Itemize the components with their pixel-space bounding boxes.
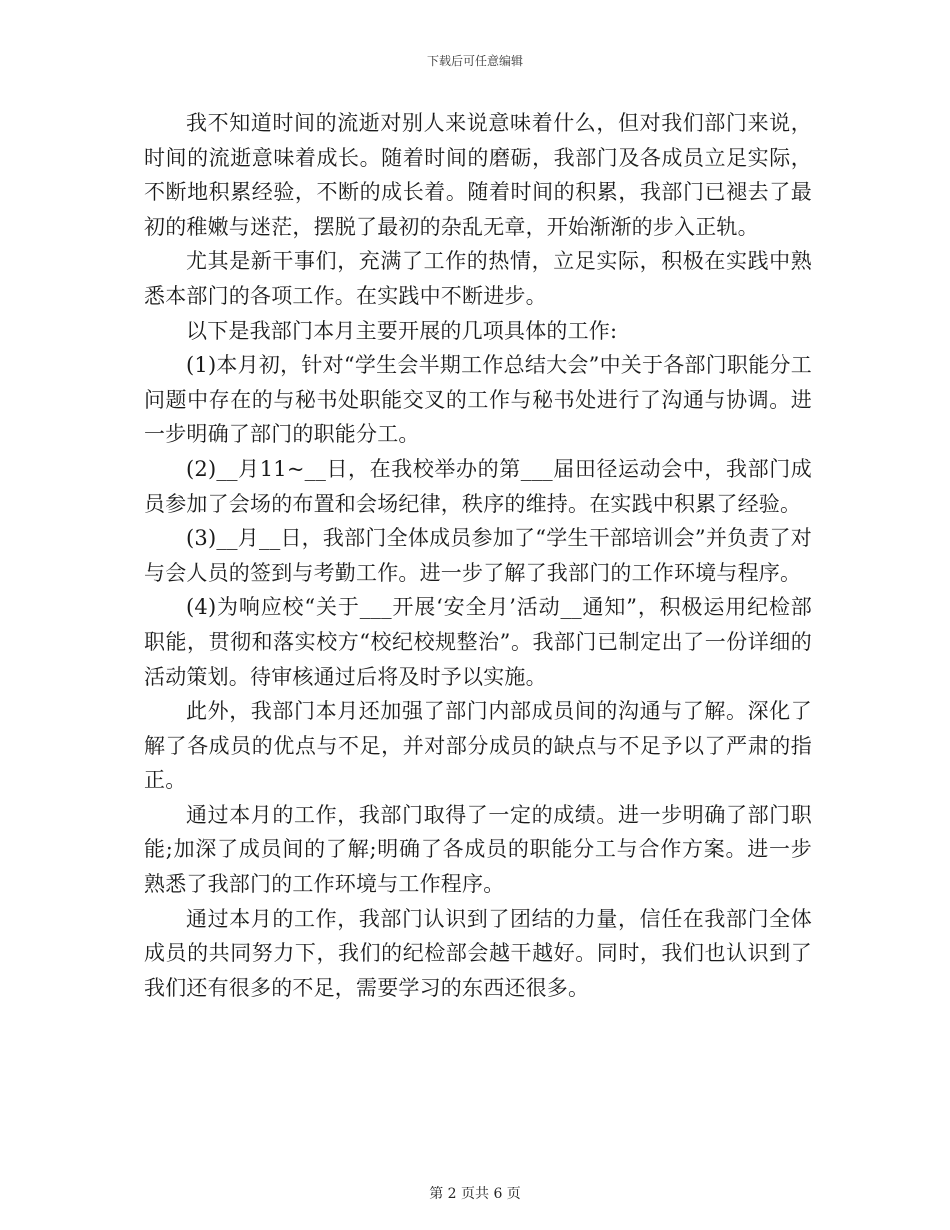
paragraph-10: 通过本月的工作，我部门认识到了团结的力量，信任在我部门全体成员的共同努力下，我们的纪检部会越干越好。同时，我们也认识到了我们还有很多的不足，需要学习的东西还很多。: [144, 906, 812, 1000]
page-header: 下载后可任意编辑: [426, 54, 523, 68]
paragraph-2: 尤其是新干事们，充满了工作的热情，立足实际，积极在实践中熟悉本部门的各项工作。在实践中不断进步。: [144, 249, 812, 308]
paragraph-4: (1)本月初，针对“学生会半期工作总结大会”中关于各部门职能分工问题中存在的与秘书处职能交叉的工作与秘书处进行了沟通与协调。进一步明确了部门的职能分工。: [144, 353, 812, 447]
page-footer: 第 2 页共 6 页: [429, 1186, 521, 1202]
paragraph-1: 我不知道时间的流逝对别人来说意味着什么，但对我们部门来说，时间的流逝意味着成长。随着时间的磨砺，我部门及各成员立足实际，不断地积累经验，不断的成长着。随着时间的积累，我部门已褪去了最初的稚嫩与迷茫，摆脱了最初的杂乱无章，开始渐渐的步入正轨。: [144, 111, 812, 239]
document-body: [144, 106, 812, 1005]
paragraph-8: 此外，我部门本月还加强了部门内部成员间的沟通与了解。深化了解了各成员的优点与不足，并对部分成员的缺点与不足予以了严肃的指正。: [144, 699, 812, 793]
paragraph-7: (4)为响应校“关于___开展‘安全月’活动__通知”，积极运用纪检部职能，贯彻和落实校方“校纪校规整治”。我部门已制定出了一份详细的活动策划。待审核通过后将及时予以实施。: [144, 595, 812, 689]
paragraph-3: 以下是我部门本月主要开展的几项具体的工作:: [186, 318, 618, 343]
paragraph-5: (2)__月11~__日，在我校举办的第___届田径运动会中，我部门成员参加了会场的布置和会场纪律，秩序的维持。在实践中积累了经验。: [144, 456, 812, 516]
paragraph-6: (3)__月__日，我部门全体成员参加了“学生干部培训会”并负责了对与会人员的签到与考勤工作。进一步了解了我部门的工作环境与程序。: [144, 526, 812, 585]
paragraph-9: 通过本月的工作，我部门取得了一定的成绩。进一步明确了部门职能;加深了成员间的了解;明确了各成员的职能分工与合作方案。进一步熟悉了我部门的工作环境与工作程序。: [144, 802, 812, 897]
